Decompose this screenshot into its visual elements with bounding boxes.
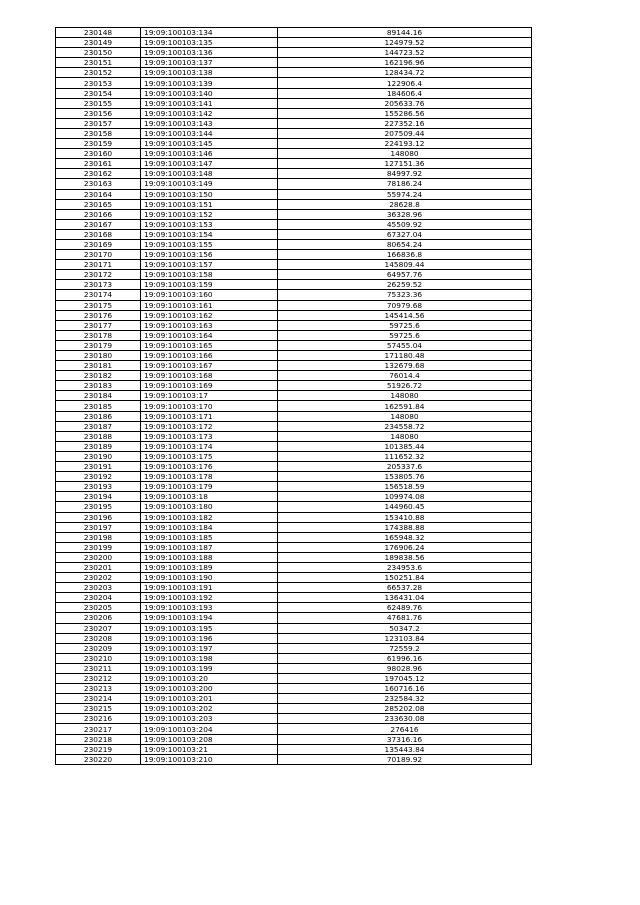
table-row <box>56 562 532 572</box>
table-row <box>56 512 532 522</box>
cadastral-number-cell: 19:09:100103:171 <box>141 411 278 421</box>
row-id-cell: 230152 <box>56 68 141 78</box>
cadastral-number-cell: 19:09:100103:17 <box>141 391 278 401</box>
table-row <box>56 391 532 401</box>
cadastral-number-cell: 19:09:100103:176 <box>141 462 278 472</box>
cadastral-number-cell: 19:09:100103:178 <box>141 472 278 482</box>
row-id-cell: 230193 <box>56 482 141 492</box>
cadastral-number-cell: 19:09:100103:142 <box>141 108 278 118</box>
row-id-cell: 230209 <box>56 643 141 653</box>
table-row <box>56 472 532 482</box>
amount-cell: 233630.08 <box>278 714 532 724</box>
amount-cell: 57455.04 <box>278 340 532 350</box>
amount-cell: 276416 <box>278 724 532 734</box>
table-row <box>56 532 532 542</box>
amount-cell: 148080 <box>278 149 532 159</box>
amount-cell: 153410.88 <box>278 512 532 522</box>
row-id-cell: 230177 <box>56 320 141 330</box>
table-row <box>56 462 532 472</box>
table-row <box>56 451 532 461</box>
row-id-cell: 230148 <box>56 28 141 38</box>
amount-cell: 64957.76 <box>278 270 532 280</box>
cadastral-number-cell: 19:09:100103:153 <box>141 219 278 229</box>
amount-cell: 144960.45 <box>278 502 532 512</box>
cadastral-number-cell: 19:09:100103:200 <box>141 684 278 694</box>
row-id-cell: 230194 <box>56 492 141 502</box>
amount-cell: 98028.96 <box>278 663 532 673</box>
cadastral-number-cell: 19:09:100103:175 <box>141 451 278 461</box>
row-id-cell: 230150 <box>56 48 141 58</box>
row-id-cell: 230171 <box>56 260 141 270</box>
row-id-cell: 230190 <box>56 451 141 461</box>
cadastral-number-cell: 19:09:100103:147 <box>141 159 278 169</box>
table-row <box>56 159 532 169</box>
row-id-cell: 230156 <box>56 108 141 118</box>
amount-cell: 144723.52 <box>278 48 532 58</box>
cadastral-number-cell: 19:09:100103:190 <box>141 573 278 583</box>
row-id-cell: 230188 <box>56 431 141 441</box>
row-id-cell: 230158 <box>56 128 141 138</box>
table-row <box>56 371 532 381</box>
table-row <box>56 421 532 431</box>
row-id-cell: 230191 <box>56 462 141 472</box>
row-id-cell: 230187 <box>56 421 141 431</box>
cadastral-number-cell: 19:09:100103:201 <box>141 694 278 704</box>
row-id-cell: 230149 <box>56 38 141 48</box>
table-row <box>56 128 532 138</box>
cadastral-number-cell: 19:09:100103:210 <box>141 754 278 764</box>
cadastral-number-cell: 19:09:100103:162 <box>141 310 278 320</box>
row-id-cell: 230153 <box>56 78 141 88</box>
amount-cell: 59725.6 <box>278 330 532 340</box>
table-body <box>56 28 532 765</box>
cadastral-number-cell: 19:09:100103:21 <box>141 744 278 754</box>
row-id-cell: 230215 <box>56 704 141 714</box>
amount-cell: 45509.92 <box>278 219 532 229</box>
table-row <box>56 48 532 58</box>
table-row <box>56 694 532 704</box>
cadastral-number-cell: 19:09:100103:141 <box>141 98 278 108</box>
cadastral-number-cell: 19:09:100103:197 <box>141 643 278 653</box>
amount-cell: 84997.92 <box>278 169 532 179</box>
table-row <box>56 98 532 108</box>
table-row <box>56 583 532 593</box>
row-id-cell: 230186 <box>56 411 141 421</box>
row-id-cell: 230162 <box>56 169 141 179</box>
table-row <box>56 502 532 512</box>
row-id-cell: 230170 <box>56 250 141 260</box>
cadastral-number-cell: 19:09:100103:166 <box>141 351 278 361</box>
cadastral-number-cell: 19:09:100103:20 <box>141 674 278 684</box>
cadastral-number-cell: 19:09:100103:18 <box>141 492 278 502</box>
table-row <box>56 270 532 280</box>
amount-cell: 234953.6 <box>278 562 532 572</box>
table-row <box>56 643 532 653</box>
amount-cell: 150251.84 <box>278 573 532 583</box>
amount-cell: 155286.56 <box>278 108 532 118</box>
amount-cell: 28628.8 <box>278 199 532 209</box>
cadastral-number-cell: 19:09:100103:188 <box>141 552 278 562</box>
cadastral-number-cell: 19:09:100103:155 <box>141 239 278 249</box>
cadastral-number-cell: 19:09:100103:140 <box>141 88 278 98</box>
table-row <box>56 88 532 98</box>
table-row <box>56 593 532 603</box>
amount-cell: 234558.72 <box>278 421 532 431</box>
cadastral-number-cell: 19:09:100103:193 <box>141 603 278 613</box>
row-id-cell: 230197 <box>56 522 141 532</box>
cadastral-number-cell: 19:09:100103:138 <box>141 68 278 78</box>
cadastral-number-cell: 19:09:100103:191 <box>141 583 278 593</box>
amount-cell: 55974.24 <box>278 189 532 199</box>
cadastral-number-cell: 19:09:100103:203 <box>141 714 278 724</box>
row-id-cell: 230165 <box>56 199 141 209</box>
cadastral-number-cell: 19:09:100103:137 <box>141 58 278 68</box>
row-id-cell: 230174 <box>56 290 141 300</box>
amount-cell: 156518.59 <box>278 482 532 492</box>
amount-cell: 205633.76 <box>278 98 532 108</box>
amount-cell: 51926.72 <box>278 381 532 391</box>
table-row <box>56 118 532 128</box>
table-row <box>56 219 532 229</box>
cadastral-number-cell: 19:09:100103:208 <box>141 734 278 744</box>
row-id-cell: 230151 <box>56 58 141 68</box>
row-id-cell: 230216 <box>56 714 141 724</box>
table-row <box>56 149 532 159</box>
amount-cell: 165948.32 <box>278 532 532 542</box>
cadastral-number-cell: 19:09:100103:156 <box>141 250 278 260</box>
table-row <box>56 300 532 310</box>
row-id-cell: 230202 <box>56 573 141 583</box>
cadastral-number-cell: 19:09:100103:148 <box>141 169 278 179</box>
row-id-cell: 230175 <box>56 300 141 310</box>
row-id-cell: 230178 <box>56 330 141 340</box>
row-id-cell: 230206 <box>56 613 141 623</box>
row-id-cell: 230210 <box>56 653 141 663</box>
cadastral-number-cell: 19:09:100103:187 <box>141 542 278 552</box>
cadastral-number-cell: 19:09:100103:180 <box>141 502 278 512</box>
amount-cell: 50347.2 <box>278 623 532 633</box>
amount-cell: 111652.32 <box>278 451 532 461</box>
row-id-cell: 230217 <box>56 724 141 734</box>
cadastral-number-cell: 19:09:100103:164 <box>141 330 278 340</box>
row-id-cell: 230201 <box>56 562 141 572</box>
row-id-cell: 230172 <box>56 270 141 280</box>
table-row <box>56 744 532 754</box>
amount-cell: 148080 <box>278 431 532 441</box>
amount-cell: 72559.2 <box>278 643 532 653</box>
cadastral-number-cell: 19:09:100103:189 <box>141 562 278 572</box>
amount-cell: 232584.32 <box>278 694 532 704</box>
table-row <box>56 290 532 300</box>
cadastral-number-cell: 19:09:100103:158 <box>141 270 278 280</box>
table-row <box>56 573 532 583</box>
amount-cell: 145809.44 <box>278 260 532 270</box>
row-id-cell: 230207 <box>56 623 141 633</box>
amount-cell: 78186.24 <box>278 179 532 189</box>
cadastral-number-cell: 19:09:100103:144 <box>141 128 278 138</box>
amount-cell: 205337.6 <box>278 462 532 472</box>
row-id-cell: 230155 <box>56 98 141 108</box>
amount-cell: 122906.4 <box>278 78 532 88</box>
table-row <box>56 663 532 673</box>
amount-cell: 285202.08 <box>278 704 532 714</box>
amount-cell: 76014.4 <box>278 371 532 381</box>
row-id-cell: 230154 <box>56 88 141 98</box>
amount-cell: 101385.44 <box>278 441 532 451</box>
amount-cell: 124979.52 <box>278 38 532 48</box>
table-row <box>56 542 532 552</box>
cadastral-number-cell: 19:09:100103:192 <box>141 593 278 603</box>
amount-cell: 197045.12 <box>278 674 532 684</box>
row-id-cell: 230212 <box>56 674 141 684</box>
row-id-cell: 230176 <box>56 310 141 320</box>
cadastral-number-cell: 19:09:100103:194 <box>141 613 278 623</box>
cadastral-number-cell: 19:09:100103:160 <box>141 290 278 300</box>
table-row <box>56 704 532 714</box>
row-id-cell: 230200 <box>56 552 141 562</box>
table-row <box>56 411 532 421</box>
amount-cell: 136431.04 <box>278 593 532 603</box>
table-row <box>56 58 532 68</box>
cadastral-number-cell: 19:09:100103:198 <box>141 653 278 663</box>
amount-cell: 123103.84 <box>278 633 532 643</box>
table-row <box>56 179 532 189</box>
cadastral-number-cell: 19:09:100103:179 <box>141 482 278 492</box>
data-table <box>55 27 532 765</box>
table-row <box>56 381 532 391</box>
row-id-cell: 230219 <box>56 744 141 754</box>
row-id-cell: 230189 <box>56 441 141 451</box>
amount-cell: 75323.36 <box>278 290 532 300</box>
table-row <box>56 552 532 562</box>
amount-cell: 148080 <box>278 391 532 401</box>
row-id-cell: 230159 <box>56 139 141 149</box>
row-id-cell: 230198 <box>56 532 141 542</box>
cadastral-number-cell: 19:09:100103:150 <box>141 189 278 199</box>
cadastral-number-cell: 19:09:100103:145 <box>141 139 278 149</box>
row-id-cell: 230203 <box>56 583 141 593</box>
cadastral-number-cell: 19:09:100103:184 <box>141 522 278 532</box>
table-row <box>56 724 532 734</box>
table-row <box>56 492 532 502</box>
cadastral-number-cell: 19:09:100103:165 <box>141 340 278 350</box>
row-id-cell: 230213 <box>56 684 141 694</box>
cadastral-number-cell: 19:09:100103:185 <box>141 532 278 542</box>
table-row <box>56 330 532 340</box>
amount-cell: 135443.84 <box>278 744 532 754</box>
table-row <box>56 734 532 744</box>
cadastral-number-cell: 19:09:100103:170 <box>141 401 278 411</box>
cadastral-number-cell: 19:09:100103:173 <box>141 431 278 441</box>
table-row <box>56 401 532 411</box>
table-row <box>56 260 532 270</box>
amount-cell: 162591.84 <box>278 401 532 411</box>
amount-cell: 80654.24 <box>278 239 532 249</box>
amount-cell: 166836.8 <box>278 250 532 260</box>
amount-cell: 132679.68 <box>278 361 532 371</box>
cadastral-number-cell: 19:09:100103:139 <box>141 78 278 88</box>
cadastral-number-cell: 19:09:100103:182 <box>141 512 278 522</box>
cadastral-number-cell: 19:09:100103:195 <box>141 623 278 633</box>
amount-cell: 189838.56 <box>278 552 532 562</box>
row-id-cell: 230205 <box>56 603 141 613</box>
row-id-cell: 230192 <box>56 472 141 482</box>
cadastral-number-cell: 19:09:100103:143 <box>141 118 278 128</box>
amount-cell: 67327.04 <box>278 229 532 239</box>
amount-cell: 128434.72 <box>278 68 532 78</box>
amount-cell: 66537.28 <box>278 583 532 593</box>
amount-cell: 70979.68 <box>278 300 532 310</box>
table-row <box>56 441 532 451</box>
cadastral-number-cell: 19:09:100103:204 <box>141 724 278 734</box>
amount-cell: 160716.16 <box>278 684 532 694</box>
table-row <box>56 613 532 623</box>
table-row <box>56 280 532 290</box>
amount-cell: 171180.48 <box>278 351 532 361</box>
row-id-cell: 230218 <box>56 734 141 744</box>
row-id-cell: 230179 <box>56 340 141 350</box>
amount-cell: 127151.36 <box>278 159 532 169</box>
table-row <box>56 674 532 684</box>
amount-cell: 37316.16 <box>278 734 532 744</box>
amount-cell: 224193.12 <box>278 139 532 149</box>
amount-cell: 184606.4 <box>278 88 532 98</box>
row-id-cell: 230168 <box>56 229 141 239</box>
cadastral-number-cell: 19:09:100103:146 <box>141 149 278 159</box>
row-id-cell: 230167 <box>56 219 141 229</box>
table-row <box>56 229 532 239</box>
amount-cell: 145414.56 <box>278 310 532 320</box>
amount-cell: 148080 <box>278 411 532 421</box>
cadastral-number-cell: 19:09:100103:202 <box>141 704 278 714</box>
cadastral-number-cell: 19:09:100103:172 <box>141 421 278 431</box>
row-id-cell: 230208 <box>56 633 141 643</box>
cadastral-number-cell: 19:09:100103:134 <box>141 28 278 38</box>
amount-cell: 36328.96 <box>278 209 532 219</box>
table-row <box>56 482 532 492</box>
amount-cell: 174388.88 <box>278 522 532 532</box>
row-id-cell: 230204 <box>56 593 141 603</box>
cadastral-number-cell: 19:09:100103:135 <box>141 38 278 48</box>
amount-cell: 162196.96 <box>278 58 532 68</box>
row-id-cell: 230161 <box>56 159 141 169</box>
table-row <box>56 28 532 38</box>
amount-cell: 89144.16 <box>278 28 532 38</box>
cadastral-number-cell: 19:09:100103:149 <box>141 179 278 189</box>
row-id-cell: 230211 <box>56 663 141 673</box>
table-row <box>56 603 532 613</box>
cadastral-number-cell: 19:09:100103:159 <box>141 280 278 290</box>
cadastral-number-cell: 19:09:100103:151 <box>141 199 278 209</box>
table-row <box>56 320 532 330</box>
amount-cell: 176906.24 <box>278 542 532 552</box>
row-id-cell: 230173 <box>56 280 141 290</box>
row-id-cell: 230180 <box>56 351 141 361</box>
amount-cell: 227352.16 <box>278 118 532 128</box>
table-row <box>56 684 532 694</box>
table-row <box>56 754 532 764</box>
cadastral-number-cell: 19:09:100103:169 <box>141 381 278 391</box>
row-id-cell: 230160 <box>56 149 141 159</box>
table-row <box>56 239 532 249</box>
row-id-cell: 230183 <box>56 381 141 391</box>
amount-cell: 62489.76 <box>278 603 532 613</box>
amount-cell: 61996.16 <box>278 653 532 663</box>
row-id-cell: 230184 <box>56 391 141 401</box>
row-id-cell: 230220 <box>56 754 141 764</box>
cadastral-number-cell: 19:09:100103:157 <box>141 260 278 270</box>
table-row <box>56 714 532 724</box>
row-id-cell: 230157 <box>56 118 141 128</box>
cadastral-number-cell: 19:09:100103:196 <box>141 633 278 643</box>
cadastral-number-cell: 19:09:100103:161 <box>141 300 278 310</box>
amount-cell: 109974.08 <box>278 492 532 502</box>
table-row <box>56 431 532 441</box>
row-id-cell: 230181 <box>56 361 141 371</box>
table-row <box>56 68 532 78</box>
cadastral-number-cell: 19:09:100103:168 <box>141 371 278 381</box>
cadastral-number-cell: 19:09:100103:199 <box>141 663 278 673</box>
row-id-cell: 230185 <box>56 401 141 411</box>
amount-cell: 207509.44 <box>278 128 532 138</box>
table-row <box>56 189 532 199</box>
cadastral-number-cell: 19:09:100103:174 <box>141 441 278 451</box>
row-id-cell: 230195 <box>56 502 141 512</box>
amount-cell: 70189.92 <box>278 754 532 764</box>
cadastral-number-cell: 19:09:100103:167 <box>141 361 278 371</box>
amount-cell: 153805.76 <box>278 472 532 482</box>
cadastral-number-cell: 19:09:100103:163 <box>141 320 278 330</box>
table-row <box>56 361 532 371</box>
amount-cell: 59725.6 <box>278 320 532 330</box>
amount-cell: 47681.76 <box>278 613 532 623</box>
table-row <box>56 169 532 179</box>
row-id-cell: 230199 <box>56 542 141 552</box>
row-id-cell: 230214 <box>56 694 141 704</box>
table-row <box>56 340 532 350</box>
row-id-cell: 230196 <box>56 512 141 522</box>
row-id-cell: 230164 <box>56 189 141 199</box>
table-row <box>56 653 532 663</box>
table-row <box>56 250 532 260</box>
cadastral-number-cell: 19:09:100103:154 <box>141 229 278 239</box>
table-row <box>56 38 532 48</box>
table-row <box>56 310 532 320</box>
table-row <box>56 351 532 361</box>
cadastral-number-cell: 19:09:100103:136 <box>141 48 278 58</box>
table-row <box>56 633 532 643</box>
amount-cell: 26259.52 <box>278 280 532 290</box>
table-row <box>56 623 532 633</box>
table-row <box>56 139 532 149</box>
row-id-cell: 230166 <box>56 209 141 219</box>
table-row <box>56 78 532 88</box>
table-row <box>56 108 532 118</box>
table-row <box>56 209 532 219</box>
cadastral-number-cell: 19:09:100103:152 <box>141 209 278 219</box>
row-id-cell: 230169 <box>56 239 141 249</box>
table-row <box>56 199 532 209</box>
row-id-cell: 230182 <box>56 371 141 381</box>
table-row <box>56 522 532 532</box>
row-id-cell: 230163 <box>56 179 141 189</box>
